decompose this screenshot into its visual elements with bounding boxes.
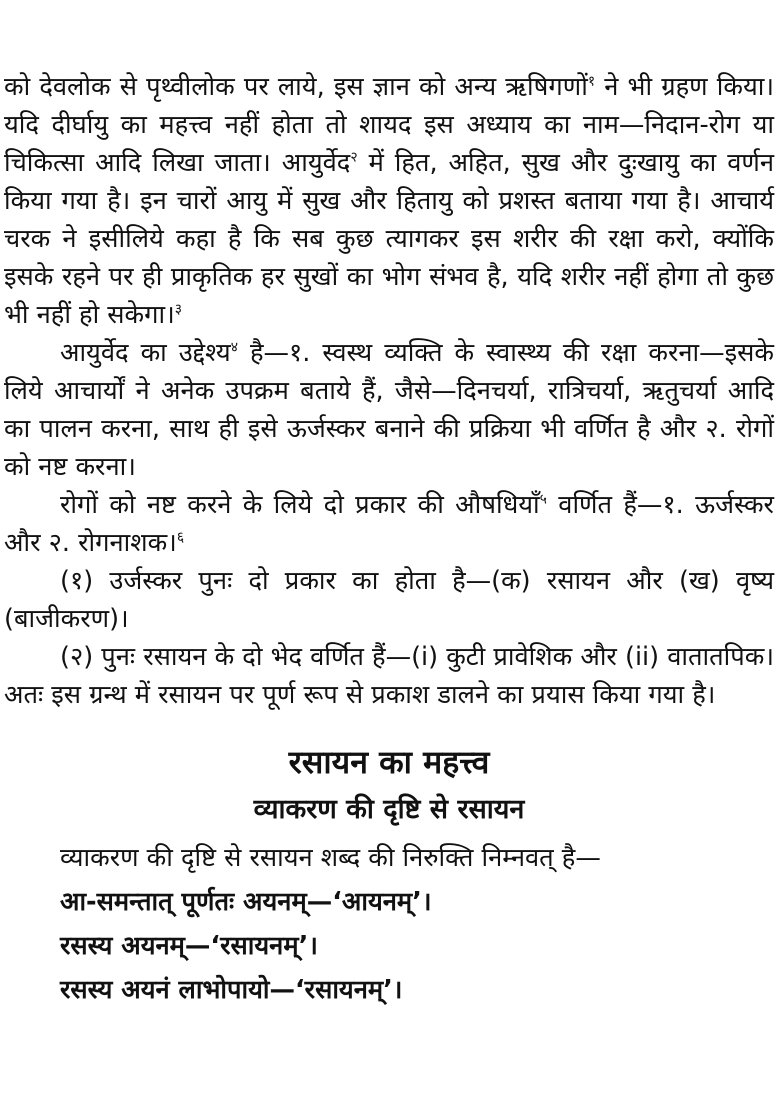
paragraph-3-text-b: वर्णित हैं—१. ऊर्जस्कर और २. रोगनाशक। <box>4 490 774 558</box>
paragraph-3 <box>4 486 774 562</box>
section-subheading: व्याकरण की दृष्टि से रसायन <box>253 794 525 825</box>
paragraph-2 <box>4 334 774 486</box>
paragraph-3-text-a: रोगों को नष्ट करने के लिये दो प्रकार की औषधियाँ <box>60 490 540 520</box>
footnote-marker-1: १ <box>587 73 596 90</box>
footnote-marker-2: २ <box>350 149 358 166</box>
paragraph-1 <box>4 68 774 334</box>
paragraph-1-text-c: में हित, अहित, सुख और दुःखायु का वर्णन किया गया है। इन चारों आयु में सुख और हितायु को प्रशस्त बताया गया है। आचार्य चरक ने इसीलिये कहा है कि सब कुछ त्यागकर इस शरीर की रक्षा करो, क्योंकि इसके रहने पर ही प्राकृतिक हर सुखों का भोग संभव है, यदि शरीर नहीं होगा तो कुछ भी नहीं हो सकेगा। <box>4 148 774 330</box>
paragraph-5: (२) पुनः रसायन के दो भेद वर्णित हैं—(i) कुटी प्रावेशिक और (ii) वातातपिक। अतः इस ग्रन्थ में रसायन पर पूर्ण रूप से प्रकाश डालने का प्रयास किया गया है। <box>4 642 774 710</box>
etymology-line-1: आ-समन्तात् पूर्णतः अयनम्—‘आयनम्’। <box>60 887 432 917</box>
etymology-intro: व्याकरण की दृष्टि से रसायन शब्द की निरुक्ति निम्नवत् है— <box>60 843 601 873</box>
paragraph-1-text-a: को देवलोक से पृथ्वीलोक पर लाये, इस ज्ञान को अन्य ऋषिगणों <box>4 72 588 102</box>
footnote-marker-4: ४ <box>230 339 238 356</box>
paragraph-1-text-b: ने भी ग्रहण किया। यदि दीर्घायु का महत्त्व नहीं होता तो शायद इस अध्याय का नाम—निदान-रोग या चिकित्सा आदि लिखा जाता। आयुर्वेद <box>4 72 775 178</box>
paragraph-2-text-a: आयुर्वेद का उद्देश्य <box>60 338 231 368</box>
footnote-marker-5: ५ <box>539 491 547 508</box>
paragraph-4: (१) उर्जस्कर पुनः दो प्रकार का होता है—(क) रसायन और (ख) वृष्य (बाजीकरण)। <box>4 566 774 634</box>
section-heading: रसायन का महत्त्व <box>288 743 490 781</box>
footnote-marker-6: ६ <box>176 529 185 546</box>
footnote-marker-3: ३ <box>174 301 183 318</box>
etymology-line-3: रसस्य अयनं लाभोपायो—‘रसायनम्’। <box>60 975 403 1005</box>
paragraph-2-text-b: है—१. स्वस्थ व्यक्ति के स्वास्थ्य की रक्षा करना—इसके लिये आचार्यों ने अनेक उपक्रम बताये हैं, जैसे—दिनचर्या, रात्रिचर्या, ऋतुचर्या आदि का पालन करना, साथ ही इसे ऊर्जस्कर बनाने की प्रक्रिया भी वर्णित है और २. रोगों को नष्ट करना। <box>4 338 774 482</box>
etymology-line-2: रसस्य अयनम्—‘रसायनम्’। <box>60 931 318 961</box>
